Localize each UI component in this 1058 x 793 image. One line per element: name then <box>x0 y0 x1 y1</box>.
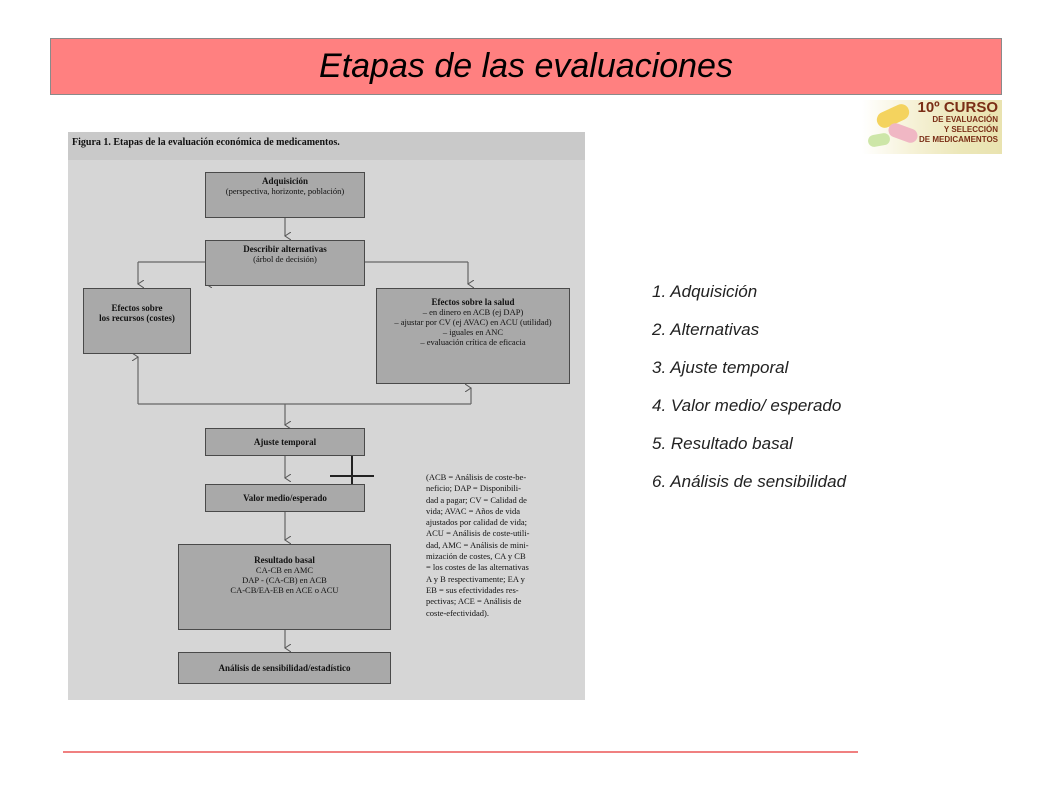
title-bar <box>50 38 1002 95</box>
course-logo: 10º CURSO DE EVALUACIÓN Y SELECCIÓN DE MEDICAMENTOS <box>862 100 1002 154</box>
box-adquisicion: Adquisición (perspectiva, horizonte, población) <box>205 172 365 218</box>
box-ajuste: Ajuste temporal <box>205 428 365 456</box>
page-title: Etapas de las evaluaciones <box>319 47 733 85</box>
box-valor: Valor medio/esperado <box>205 484 365 512</box>
list-item: 5. Resultado basal <box>652 434 793 453</box>
box-salud: Efectos sobre la salud – en dinero en ACB (ej DAP) – ajustar por CV (ej AVAC) en ACU (utilidad) – iguales en ANC – evaluación crítica de eficacia <box>376 288 570 384</box>
list-item: 3. Ajuste temporal <box>652 358 789 377</box>
list-item: 4. Valor medio/ esperado <box>652 396 842 415</box>
box-sensibilidad: Análisis de sensibilidad/estadístico <box>178 652 391 684</box>
list-item: 6. Análisis de sensibilidad <box>652 472 847 491</box>
box-alternativas: Describir alternativas (árbol de decisión) <box>205 240 365 286</box>
abbreviations-note: (ACB = Análisis de coste-be- neficio; DAP = Disponibili- dad a pagar; CV = Calidad de vida; AVAC = Años de vida ajustados por calidad de vida; ACU = Análisis de coste-utili- dad, AMC = Análisis de mini- mización de costes, CA y CB = los costes de las alternativas A y B respectivamente; EA y EB = sus efectividades res- pectivas; ACE = Análisis de coste-efectividad). <box>426 472 530 618</box>
bottom-divider <box>63 751 858 753</box>
list-item: 2. Alternativas <box>652 320 760 339</box>
figure-caption: Figura 1. Etapas de la evaluación económica de medicamentos. <box>72 137 340 148</box>
list-item: 1. Adquisición <box>652 282 758 301</box>
box-resultado: Resultado basal CA-CB en AMC DAP - (CA-CB) en ACB CA-CB/EA-EB en ACE o ACU <box>178 544 391 630</box>
box-costes: Efectos sobre los recursos (costes) <box>83 288 191 354</box>
steps-list <box>652 282 846 510</box>
